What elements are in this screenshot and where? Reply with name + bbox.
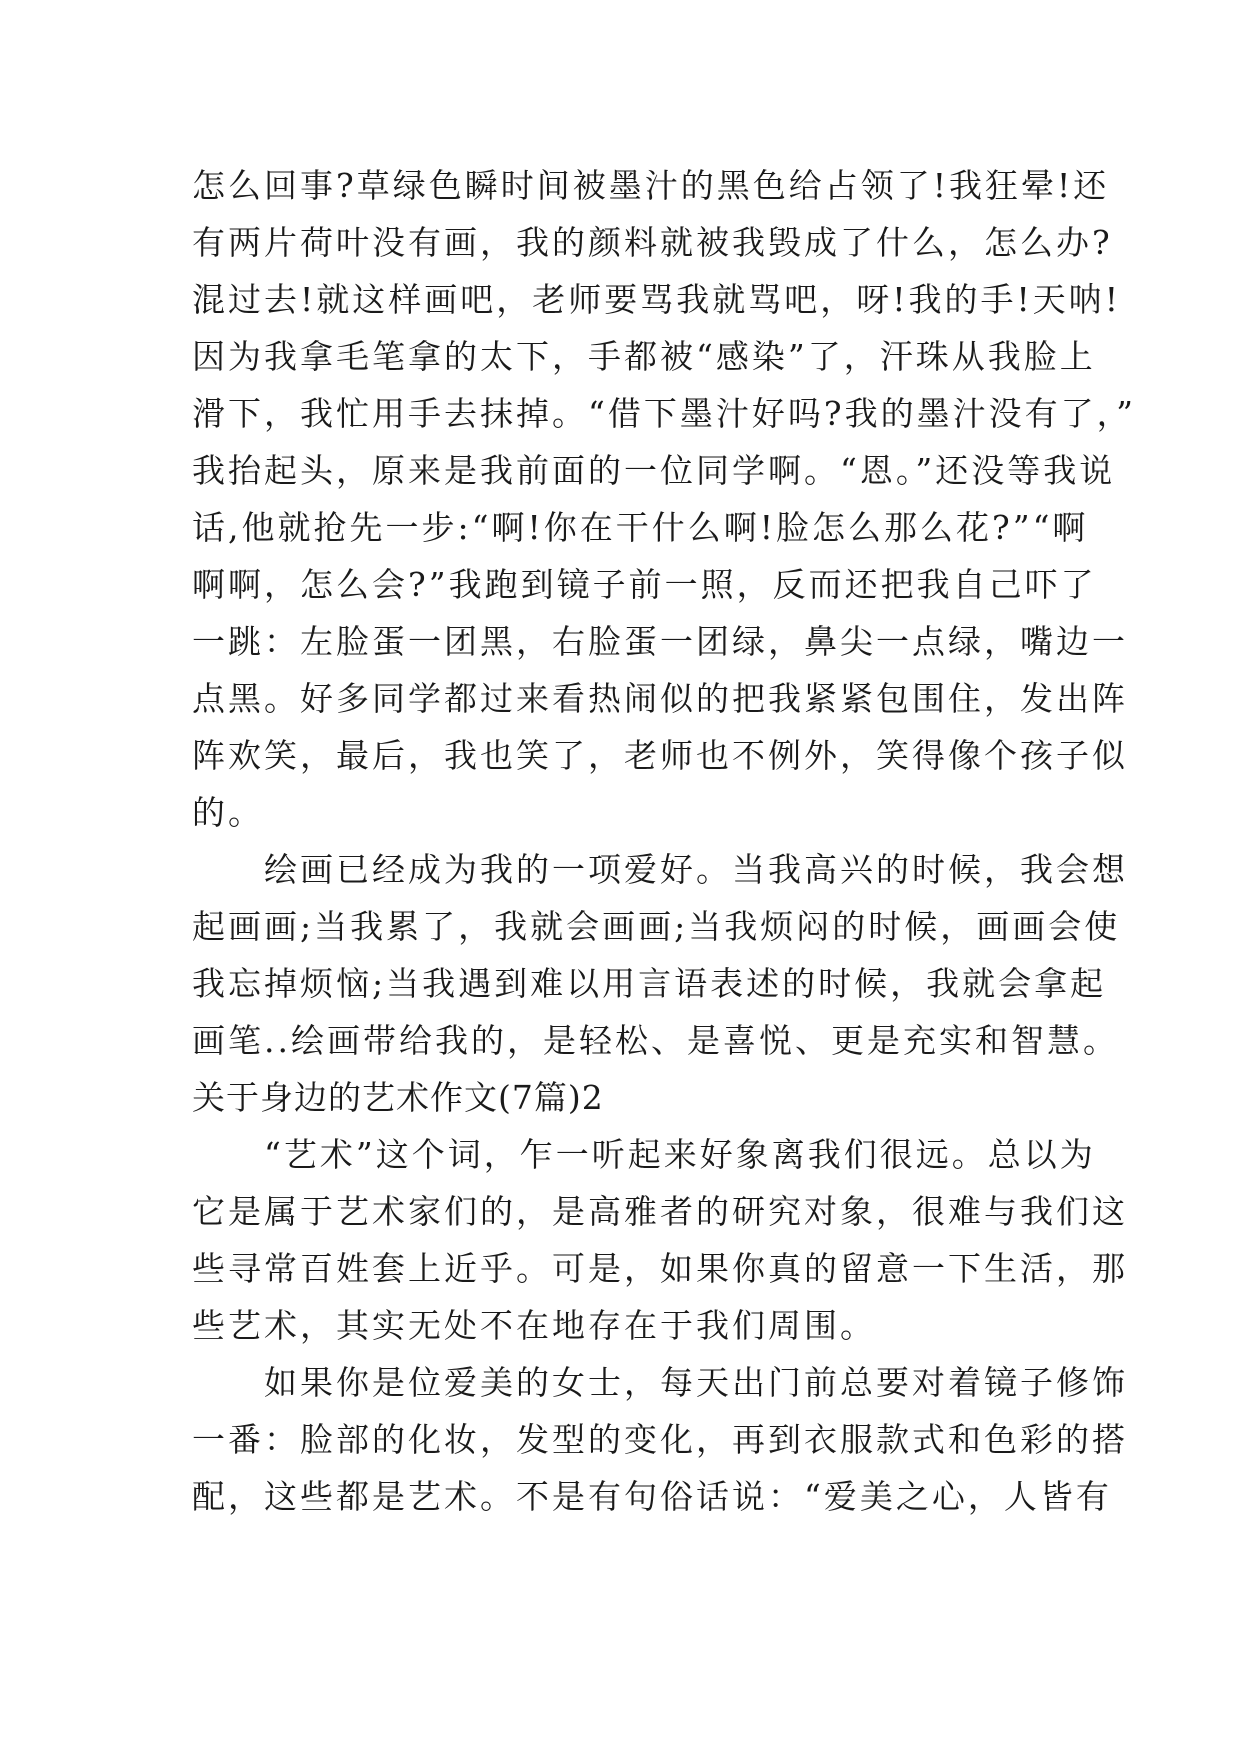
- section-title: 关于身边的艺术作文(7篇)2: [192, 1078, 604, 1117]
- text-line: 话,他就抢先一步:“啊!你在干什么啊!脸怎么那么花?”“啊: [192, 508, 1089, 547]
- text-line: 因为我拿毛笔拿的太下，手都被“感染”了，汗珠从我脸上: [192, 337, 1096, 376]
- paragraph-1: [192, 157, 1136, 841]
- text-line: 阵欢笑，最后，我也笑了，老师也不例外，笑得像个孩子似: [192, 736, 1128, 775]
- text-line: 的。: [192, 793, 264, 832]
- text-line: 些艺术，其实无处不在地存在于我们周围。: [192, 1306, 876, 1345]
- paragraph-3: [192, 1126, 1128, 1354]
- text-line: 画笔..绘画带给我的，是轻松、是喜悦、更是充实和智慧。: [192, 1021, 1119, 1060]
- text-line: 起画画;当我累了，我就会画画;当我烦闷的时候，画画会使: [192, 907, 1121, 946]
- text-line: 配，这些都是艺术。不是有句俗话说：“爱美之心，人皆有: [192, 1477, 1112, 1516]
- document-body: [192, 157, 1136, 1525]
- paragraph-2: [192, 841, 1128, 1069]
- text-line: 啊啊，怎么会?”我跑到镜子前一照，反而还把我自己吓了: [192, 565, 1097, 604]
- text-line: 我抬起头，原来是我前面的一位同学啊。“恩。”还没等我说: [192, 451, 1116, 490]
- text-line: 点黑。好多同学都过来看热闹似的把我紧紧包围住，发出阵: [192, 679, 1128, 718]
- text-line: 混过去!就这样画吧，老师要骂我就骂吧，呀!我的手!天呐!: [192, 280, 1122, 319]
- text-line: 滑下，我忙用手去抹掉。“借下墨汁好吗?我的墨汁没有了，”: [192, 394, 1136, 433]
- text-line: 我忘掉烦恼;当我遇到难以用言语表述的时候，我就会拿起: [192, 964, 1107, 1003]
- text-line: “艺术”这个词，乍一听起来好象离我们很远。总以为: [192, 1135, 1096, 1174]
- text-line: 绘画已经成为我的一项爱好。当我高兴的时候，我会想: [192, 850, 1128, 889]
- text-line: 一跳：左脸蛋一团黑，右脸蛋一团绿，鼻尖一点绿，嘴边一: [192, 622, 1128, 661]
- text-line: 有两片荷叶没有画，我的颜料就被我毁成了什么，怎么办?: [192, 223, 1113, 262]
- text-line: 它是属于艺术家们的，是高雅者的研究对象，很难与我们这: [192, 1192, 1128, 1231]
- text-line: 些寻常百姓套上近乎。可是，如果你真的留意一下生活，那: [192, 1249, 1128, 1288]
- text-line: 如果你是位爱美的女士，每天出门前总要对着镜子修饰: [192, 1363, 1128, 1402]
- text-line: 一番：脸部的化妆，发型的变化，再到衣服款式和色彩的搭: [192, 1420, 1128, 1459]
- text-line: 怎么回事?草绿色瞬时间被墨汁的黑色给占领了!我狂晕!还: [192, 166, 1110, 205]
- paragraph-4: [192, 1354, 1128, 1525]
